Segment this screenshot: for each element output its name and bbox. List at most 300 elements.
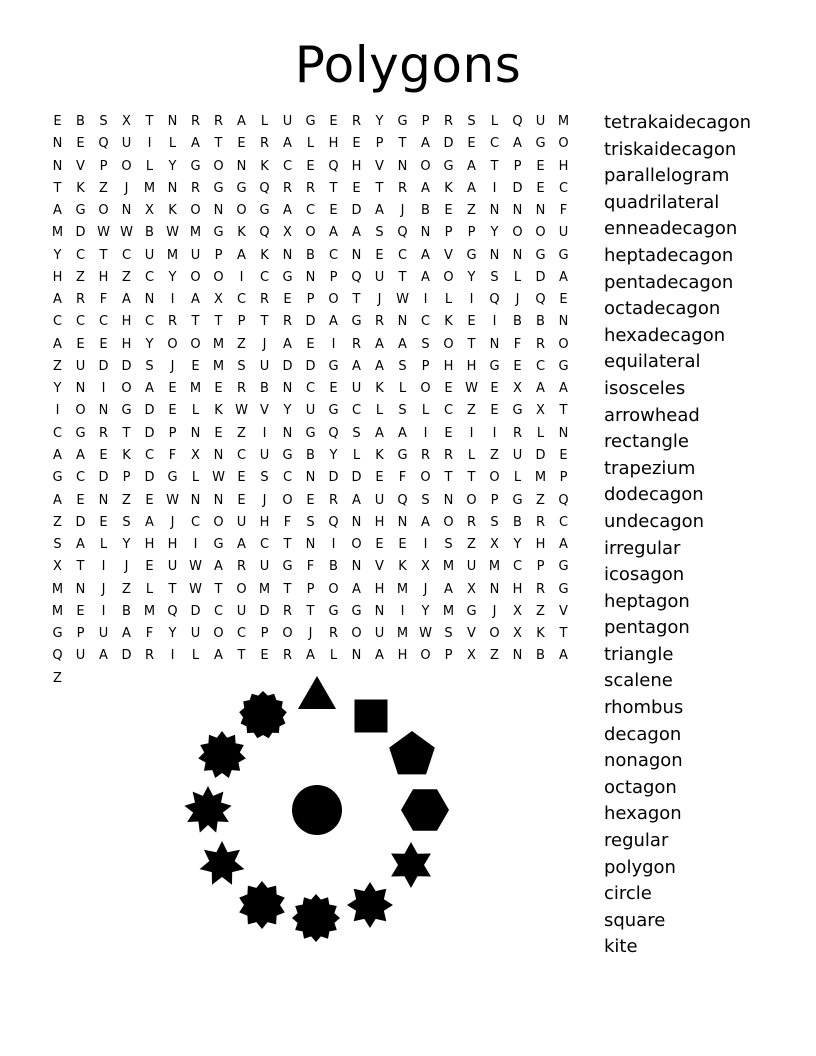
grid-letter: D (305, 358, 316, 374)
grid-letter: E (306, 158, 315, 174)
grid-letter: M (258, 581, 271, 597)
grid-letter: G (328, 358, 339, 374)
grid-letter: N (167, 180, 178, 196)
grid-letter: N (512, 203, 523, 219)
grid-letter: A (306, 648, 315, 664)
grid-letter: G (213, 180, 224, 196)
grid-letter: N (98, 492, 109, 508)
grid-letter: P (536, 559, 545, 575)
grid-letter: C (305, 381, 316, 397)
grid-letter: E (444, 203, 453, 219)
grid-letter: B (122, 603, 131, 619)
grid-letter: E (559, 447, 568, 463)
grid-letter: Q (259, 180, 270, 196)
grid-letter: U (535, 114, 546, 129)
grid-letter: P (168, 425, 177, 441)
grid-letter: A (283, 336, 292, 352)
triangle-icon (298, 676, 336, 709)
grid-letter: O (489, 626, 500, 642)
grid-letter: J (492, 603, 497, 619)
grid-letter: M (143, 603, 156, 619)
grid-letter: N (512, 648, 523, 664)
page-title: Polygons (294, 36, 522, 94)
grid-letter: H (121, 336, 132, 352)
grid-letter: Z (237, 336, 246, 352)
grid-letter: E (467, 136, 476, 152)
grid-letter: P (513, 158, 522, 174)
grid-letter: S (398, 403, 407, 419)
grid-letter: F (513, 336, 522, 352)
grid-letter: K (260, 158, 269, 174)
grid-letter: U (236, 603, 247, 619)
grid-letter: E (145, 492, 154, 508)
grid-letter: T (283, 581, 292, 597)
grid-letter: O (443, 336, 454, 352)
grid-letter: Z (536, 603, 545, 619)
grid-letter: Z (76, 269, 85, 285)
grid-letter: O (351, 626, 362, 642)
grid-letter: N (351, 559, 362, 575)
grid-letter: I (492, 314, 497, 330)
grid-letter: E (375, 470, 384, 486)
grid-letter: N (121, 203, 132, 219)
grid-letter: M (51, 603, 64, 619)
grid-letter: P (260, 626, 269, 642)
grid-letter: C (236, 292, 247, 308)
grid-letter: B (306, 247, 315, 263)
grid-letter: C (328, 247, 339, 263)
grid-letter: R (351, 336, 362, 352)
grid-letter: Z (99, 180, 108, 196)
grid-letter: Y (145, 336, 154, 352)
grid-letter: B (306, 447, 315, 463)
grid-letter: T (375, 180, 384, 196)
grid-letter: K (214, 403, 223, 419)
grid-letter: N (98, 403, 109, 419)
grid-letter: K (375, 381, 384, 397)
grid-letter: R (75, 292, 86, 308)
grid-letter: F (398, 470, 407, 486)
grid-letter: B (145, 225, 154, 241)
grid-letter: B (76, 114, 85, 129)
grid-letter: M (442, 603, 455, 619)
grid-letter: Z (467, 537, 476, 553)
grid-letter: U (190, 247, 201, 263)
grid-letter: V (375, 559, 384, 575)
grid-letter: D (351, 470, 362, 486)
grid-letter: L (329, 648, 338, 664)
grid-letter: N (213, 447, 224, 463)
grid-letter: C (144, 314, 155, 330)
grid-letter: R (466, 514, 477, 530)
grid-letter: G (443, 158, 454, 174)
grid-letter: N (489, 247, 500, 263)
grid-letter: D (144, 425, 155, 441)
six-point-star-icon (391, 842, 431, 888)
grid-letter: U (282, 114, 293, 129)
grid-letter: S (306, 514, 315, 530)
grid-letter: B (536, 648, 545, 664)
grid-letter: W (120, 225, 133, 241)
grid-letter: S (490, 269, 499, 285)
grid-letter: O (282, 626, 293, 642)
grid-letter: X (513, 381, 522, 397)
grid-letter: J (423, 581, 428, 597)
grid-letter: C (144, 447, 155, 463)
grid-letter: I (101, 603, 106, 619)
grid-letter: A (467, 180, 476, 196)
grid-letter: R (282, 314, 293, 330)
word-list-item: kite (604, 936, 638, 958)
grid-letter: Z (490, 648, 499, 664)
grid-letter: Z (536, 492, 545, 508)
grid-letter: S (53, 537, 62, 553)
grid-letter: G (466, 603, 477, 619)
grid-letter: A (237, 537, 246, 553)
grid-letter: N (420, 225, 431, 241)
grid-letter: Z (53, 670, 62, 686)
polygon-illustrations (0, 660, 816, 960)
grid-letter: S (467, 114, 476, 129)
grid-letter: R (535, 336, 546, 352)
grid-letter: I (239, 269, 244, 285)
grid-letter: A (421, 136, 430, 152)
grid-letter: R (443, 447, 454, 463)
grid-letter: N (351, 648, 362, 664)
grid-letter: G (282, 559, 293, 575)
grid-letter: D (512, 180, 523, 196)
grid-letter: O (466, 492, 477, 508)
word-list-item: irregular (604, 537, 681, 559)
grid-letter: G (558, 581, 569, 597)
grid-letter: A (53, 336, 62, 352)
grid-letter: U (190, 626, 201, 642)
grid-letter: N (351, 247, 362, 263)
grid-letter: S (444, 626, 453, 642)
grid-letter: Z (467, 203, 476, 219)
word-list-item: rectangle (604, 431, 689, 453)
grid-letter: T (53, 180, 62, 196)
grid-letter: A (375, 425, 384, 441)
grid-letter: X (513, 603, 522, 619)
grid-letter: L (306, 136, 315, 152)
grid-letter: T (398, 269, 407, 285)
grid-letter: C (98, 314, 109, 330)
grid-letter: A (329, 314, 338, 330)
grid-letter: X (421, 559, 430, 575)
grid-letter: I (492, 180, 497, 196)
grid-letter: O (512, 225, 523, 241)
grid-letter: X (513, 626, 522, 642)
grid-letter: N (374, 603, 385, 619)
grid-letter: S (145, 358, 154, 374)
grid-letter: L (467, 447, 476, 463)
grid-letter: N (305, 269, 316, 285)
grid-letter: D (144, 470, 155, 486)
grid-letter: N (52, 136, 63, 152)
grid-letter: U (374, 626, 385, 642)
grid-letter: Z (122, 269, 131, 285)
grid-letter: I (423, 537, 428, 553)
grid-letter: C (121, 247, 132, 263)
grid-letter: Y (283, 403, 292, 419)
word-list-item: isosceles (604, 377, 686, 399)
grid-letter: K (76, 180, 85, 196)
grid-letter: A (352, 225, 361, 241)
grid-letter: I (170, 292, 175, 308)
grid-letter: X (536, 403, 545, 419)
grid-letter: Y (375, 114, 384, 129)
grid-letter: B (329, 559, 338, 575)
grid-letter: S (352, 425, 361, 441)
grid-letter: M (189, 225, 202, 241)
grid-letter: G (52, 470, 63, 486)
word-list-item: equilateral (604, 351, 701, 373)
grid-letter: P (421, 358, 430, 374)
grid-letter: J (377, 292, 382, 308)
grid-letter: E (329, 203, 338, 219)
grid-letter: I (331, 537, 336, 553)
grid-letter: L (145, 581, 154, 597)
grid-letter: C (75, 470, 86, 486)
grid-letter: C (558, 514, 569, 530)
grid-letter: L (444, 292, 453, 308)
grid-letter: E (329, 114, 338, 129)
word-list-item: heptadecagon (604, 244, 734, 266)
grid-letter: N (558, 425, 569, 441)
grid-letter: T (260, 314, 269, 330)
grid-letter: C (236, 447, 247, 463)
grid-letter: O (305, 225, 316, 241)
word-list-item: pentadecagon (604, 271, 734, 293)
grid-letter: W (189, 581, 202, 597)
grid-letter: J (262, 336, 267, 352)
word-list-item: circle (604, 883, 652, 905)
grid-letter: W (419, 626, 432, 642)
grid-letter: L (168, 136, 177, 152)
grid-letter: G (535, 247, 546, 263)
grid-letter: N (443, 492, 454, 508)
grid-letter: O (98, 203, 109, 219)
word-list-item: hexadecagon (604, 324, 726, 346)
grid-letter: R (535, 581, 546, 597)
grid-letter: X (122, 114, 131, 129)
grid-letter: L (375, 403, 384, 419)
grid-letter: I (55, 403, 60, 419)
grid-letter: A (559, 269, 568, 285)
grid-letter: E (352, 136, 361, 152)
grid-letter: M (51, 581, 64, 597)
grid-letter: Y (513, 537, 522, 553)
grid-letter: A (214, 559, 223, 575)
grid-letter: E (237, 470, 246, 486)
word-list-item: rhombus (604, 697, 684, 719)
grid-letter: T (214, 581, 223, 597)
grid-letter: A (352, 492, 361, 508)
grid-letter: S (99, 114, 108, 129)
grid-letter: G (535, 136, 546, 152)
grid-letter: A (444, 581, 453, 597)
grid-letter: I (101, 381, 106, 397)
square-icon (355, 700, 388, 733)
grid-letter: O (121, 158, 132, 174)
grid-letter: O (213, 158, 224, 174)
grid-letter: E (375, 247, 384, 263)
grid-letter: T (306, 603, 315, 619)
grid-letter: A (329, 225, 338, 241)
grid-letter: E (306, 492, 315, 508)
grid-letter: Y (168, 158, 177, 174)
grid-letter: C (52, 314, 63, 330)
grid-letter: O (535, 225, 546, 241)
grid-letter: V (260, 403, 269, 419)
grid-letter: P (490, 492, 499, 508)
grid-letter: O (213, 269, 224, 285)
grid-letter: M (189, 381, 202, 397)
grid-letter: T (76, 559, 85, 575)
grid-letter: G (259, 203, 270, 219)
grid-letter: K (237, 225, 246, 241)
grid-letter: T (191, 314, 200, 330)
word-list-item: hexagon (604, 803, 682, 825)
grid-letter: E (76, 336, 85, 352)
grid-letter: T (122, 425, 131, 441)
grid-letter: E (490, 381, 499, 397)
grid-letter: G (52, 626, 63, 642)
grid-letter: E (467, 314, 476, 330)
grid-letter: G (190, 158, 201, 174)
grid-letter: X (214, 292, 223, 308)
grid-letter: Z (53, 358, 62, 374)
grid-letter: E (214, 425, 223, 441)
grid-letter: A (352, 358, 361, 374)
grid-letter: N (397, 314, 408, 330)
grid-letter: T (283, 537, 292, 553)
grid-letter: U (167, 559, 178, 575)
grid-letter: D (282, 358, 293, 374)
grid-letter: U (121, 136, 132, 152)
grid-letter: F (283, 514, 292, 530)
grid-letter: G (466, 247, 477, 263)
grid-letter: R (443, 114, 454, 129)
grid-letter: C (512, 559, 523, 575)
grid-letter: C (236, 626, 247, 642)
grid-letter: T (352, 292, 361, 308)
grid-letter: G (328, 403, 339, 419)
grid-letter: C (420, 314, 431, 330)
grid-letter: D (535, 447, 546, 463)
grid-letter: I (170, 648, 175, 664)
word-list-item: decagon (604, 723, 682, 745)
grid-letter: U (351, 381, 362, 397)
grid-letter: O (236, 203, 247, 219)
grid-letter: A (421, 269, 430, 285)
grid-letter: R (98, 425, 109, 441)
grid-letter: A (76, 447, 85, 463)
grid-letter: L (260, 114, 269, 129)
grid-letter: P (306, 292, 315, 308)
grid-letter: N (535, 203, 546, 219)
grid-letter: C (282, 158, 293, 174)
grid-letter: N (512, 247, 523, 263)
grid-letter: R (351, 114, 362, 129)
grid-letter: S (375, 225, 384, 241)
grid-letter: U (466, 559, 477, 575)
grid-letter: G (512, 403, 523, 419)
grid-letter: O (351, 537, 362, 553)
grid-letter: G (558, 358, 569, 374)
grid-letter: C (259, 269, 270, 285)
grid-letter: J (170, 358, 175, 374)
grid-letter: A (375, 358, 384, 374)
grid-letter: X (467, 648, 476, 664)
grid-letter: A (76, 537, 85, 553)
grid-letter: J (262, 492, 267, 508)
grid-letter: E (53, 114, 62, 129)
grid-letter: P (214, 247, 223, 263)
grid-letter: O (75, 403, 86, 419)
word-list-item: octagon (604, 776, 677, 798)
grid-letter: P (444, 225, 453, 241)
grid-letter: A (536, 381, 545, 397)
grid-letter: A (352, 581, 361, 597)
grid-letter: A (375, 203, 384, 219)
grid-letter: J (124, 559, 129, 575)
grid-letter: S (398, 358, 407, 374)
grid-letter: Q (167, 603, 178, 619)
grid-letter: D (535, 269, 546, 285)
grid-letter: U (374, 269, 385, 285)
grid-letter: Q (558, 492, 569, 508)
grid-letter: O (420, 470, 431, 486)
grid-letter: A (559, 648, 568, 664)
seven-point-star-icon (200, 841, 245, 885)
circle-icon (292, 785, 342, 835)
grid-letter: B (513, 314, 522, 330)
grid-letter: C (305, 203, 316, 219)
word-list-item: enneadecagon (604, 218, 738, 240)
grid-letter: H (443, 358, 454, 374)
grid-letter: W (235, 403, 248, 419)
word-list-item: undecagon (604, 510, 705, 532)
grid-letter: L (191, 403, 200, 419)
grid-letter: T (467, 470, 476, 486)
grid-letter: T (214, 314, 223, 330)
grid-letter: M (534, 470, 547, 486)
grid-letter: K (444, 180, 453, 196)
grid-letter: N (489, 203, 500, 219)
grid-letter: R (190, 180, 201, 196)
grid-letter: F (306, 559, 315, 575)
grid-letter: S (260, 470, 269, 486)
grid-letter: R (144, 648, 155, 664)
grid-letter: M (212, 336, 225, 352)
grid-letter: T (214, 136, 223, 152)
grid-letter: N (167, 114, 178, 129)
grid-letter: L (398, 381, 407, 397)
grid-letter: A (145, 514, 154, 530)
grid-letter: C (75, 314, 86, 330)
grid-letter: X (283, 225, 292, 241)
grid-letter: P (559, 470, 568, 486)
grid-letter: C (213, 603, 224, 619)
grid-letter: J (308, 626, 313, 642)
grid-letter: L (191, 470, 200, 486)
word-list-item: icosagon (604, 564, 685, 586)
grid-letter: P (329, 269, 338, 285)
grid-letter: Z (122, 581, 131, 597)
grid-letter: N (213, 203, 224, 219)
